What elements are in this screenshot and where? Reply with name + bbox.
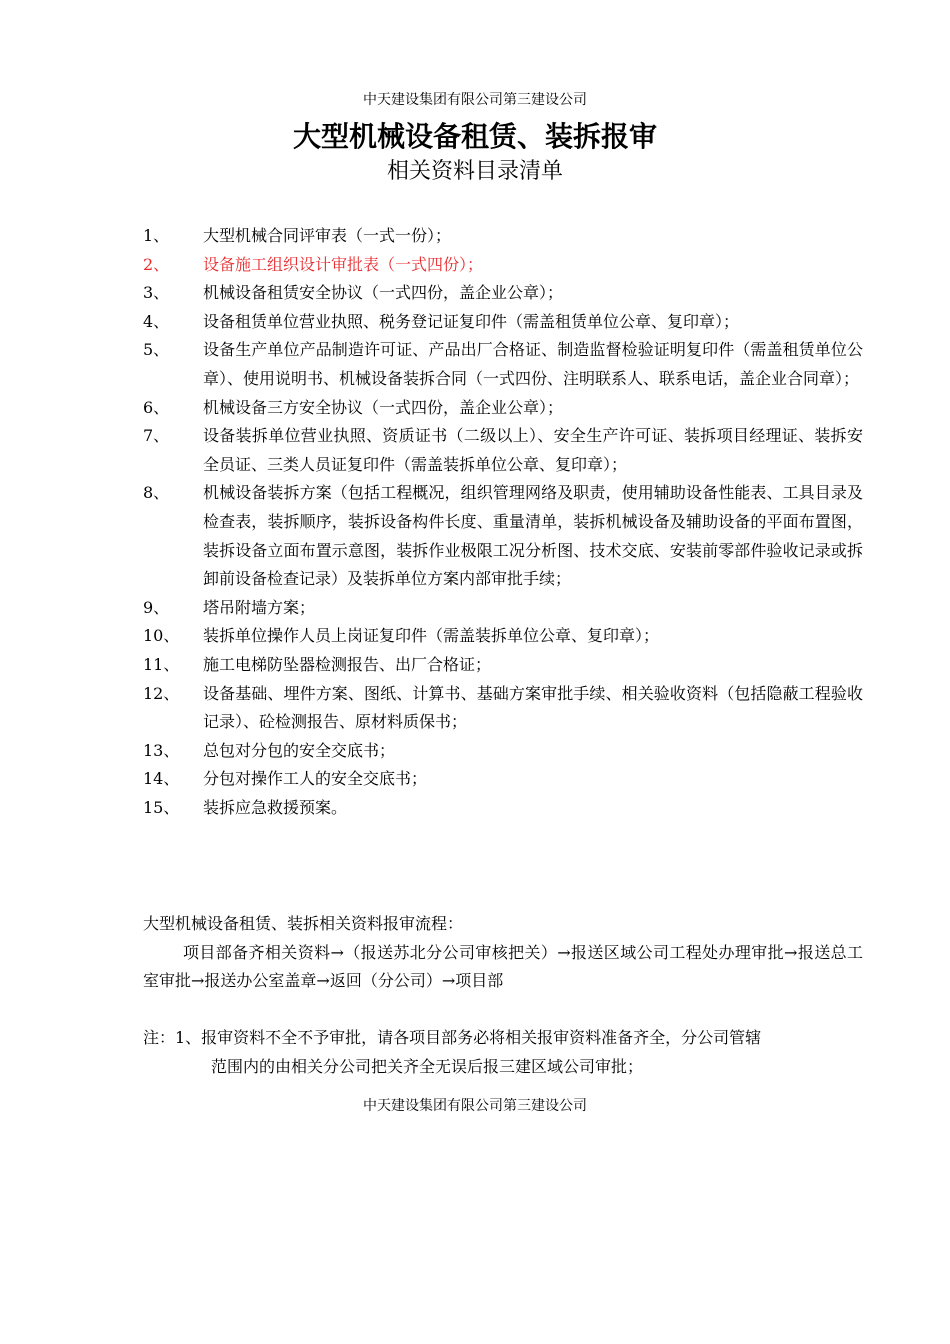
document-title: 大型机械设备租赁、装拆报审 [292,120,657,153]
item-number: 14、 [143,769,180,789]
approval-flow-section [143,910,863,996]
item-text: 塔吊附墙方案； [203,597,316,617]
item-text: 施工电梯防坠器检测报告、出厂合格证； [203,654,492,674]
item-text: 机械设备三方安全协议（一式四份，盖企业公章）； [203,397,564,417]
item-number: 3、 [143,283,170,303]
list-item-5 [143,336,863,393]
document-subtitle: 相关资料目录清单 [386,159,563,184]
item-number: 13、 [143,740,180,760]
item-number: 4、 [143,311,170,331]
item-text: 设备施工组织设计审批表（一式四份）； [203,254,484,274]
list-item-11 [143,651,863,680]
list-item-1 [143,222,863,251]
item-text: 装拆应急救援预案。 [203,797,348,817]
item-text: 机械设备租赁安全协议（一式四份，盖企业公章）； [203,283,564,303]
approval-flow-heading: 大型机械设备租赁、装拆相关资料报审流程： [143,914,464,933]
approval-flow-body: 项目部备齐相关资料→（报送苏北分公司审核把关）→报送区域公司工程处办理审批→报送总工室审批→报送办公室盖章→返回（分公司）→项目部 [143,942,863,991]
list-item-15 [143,794,863,823]
note-continuation: 范围内的由相关分公司把关齐全无误后报三建区域公司审批； [211,1056,644,1076]
item-number: 15、 [143,797,180,817]
item-number: 12、 [143,683,180,703]
note-first-line: 注：1、报审资料不全不予审批，请各项目部务必将相关报审资料准备齐全，分公司管辖 [143,1028,762,1047]
list-item-13 [143,737,863,766]
item-text: 总包对分包的安全交底书； [203,740,396,760]
list-item-12 [143,680,863,737]
item-text: 装拆单位操作人员上岗证复印件（需盖装拆单位公章、复印章）； [203,626,660,646]
item-number: 8、 [143,483,170,503]
list-item-2-highlighted [143,251,863,280]
item-number: 6、 [143,397,170,417]
list-item-9 [143,594,863,623]
item-text: 设备基础、埋件方案、图纸、计算书、基础方案审批手续、相关验收资料（包括隐蔽工程验收记录）、砼检测报告、原材料质保书； [203,683,863,732]
list-item-6 [143,394,863,423]
header-organization: 中天建设集团有限公司第三建设公司 [363,92,587,108]
item-text: 分包对操作工人的安全交底书； [203,769,428,789]
list-item-7 [143,422,863,479]
note-section [143,1024,863,1081]
item-number: 1、 [143,226,170,245]
item-text: 设备生产单位产品制造许可证、产品出厂合格证、制造监督检验证明复印件（需盖租赁单位公章）、使用说明书、机械设备装拆合同（一式四份、注明联系人、联系电话，盖企业合同章）； [203,340,863,388]
list-item-3 [143,279,863,308]
item-number: 11、 [143,654,180,674]
item-text: 设备租赁单位营业执照、税务登记证复印件（需盖租赁单位公章、复印章）； [203,311,740,331]
item-number: 2、 [143,254,170,274]
item-text: 设备装拆单位营业执照、资质证书（二级以上）、安全生产许可证、装拆项目经理证、装拆安全员证、三类人员证复印件（需盖装拆单位公章、复印章）； [203,426,863,474]
list-item-10 [143,622,863,651]
item-number: 9、 [143,597,170,617]
item-number: 10、 [143,626,180,646]
item-text: 大型机械合同评审表（一式一份）； [203,226,452,245]
item-text: 机械设备装拆方案（包括工程概况，组织管理网络及职责，使用辅助设备性能表、工具目录及检查表，装拆顺序，装拆设备构件长度、重量清单，装拆机械设备及辅助设备的平面布置图，装拆设备立面布置示意图，装拆作业极限工况分析图、技术交底、安装前零部件验收记录或拆卸前设备检查记录）及装拆单位方案内部审批手续； [203,483,863,589]
list-item-14 [143,765,863,794]
footer-organization: 中天建设集团有限公司第三建设公司 [363,1098,587,1114]
list-item-4 [143,308,863,337]
list-item-8 [143,479,863,593]
item-number: 7、 [143,426,170,446]
item-number: 5、 [143,340,170,360]
document-checklist [143,222,863,822]
